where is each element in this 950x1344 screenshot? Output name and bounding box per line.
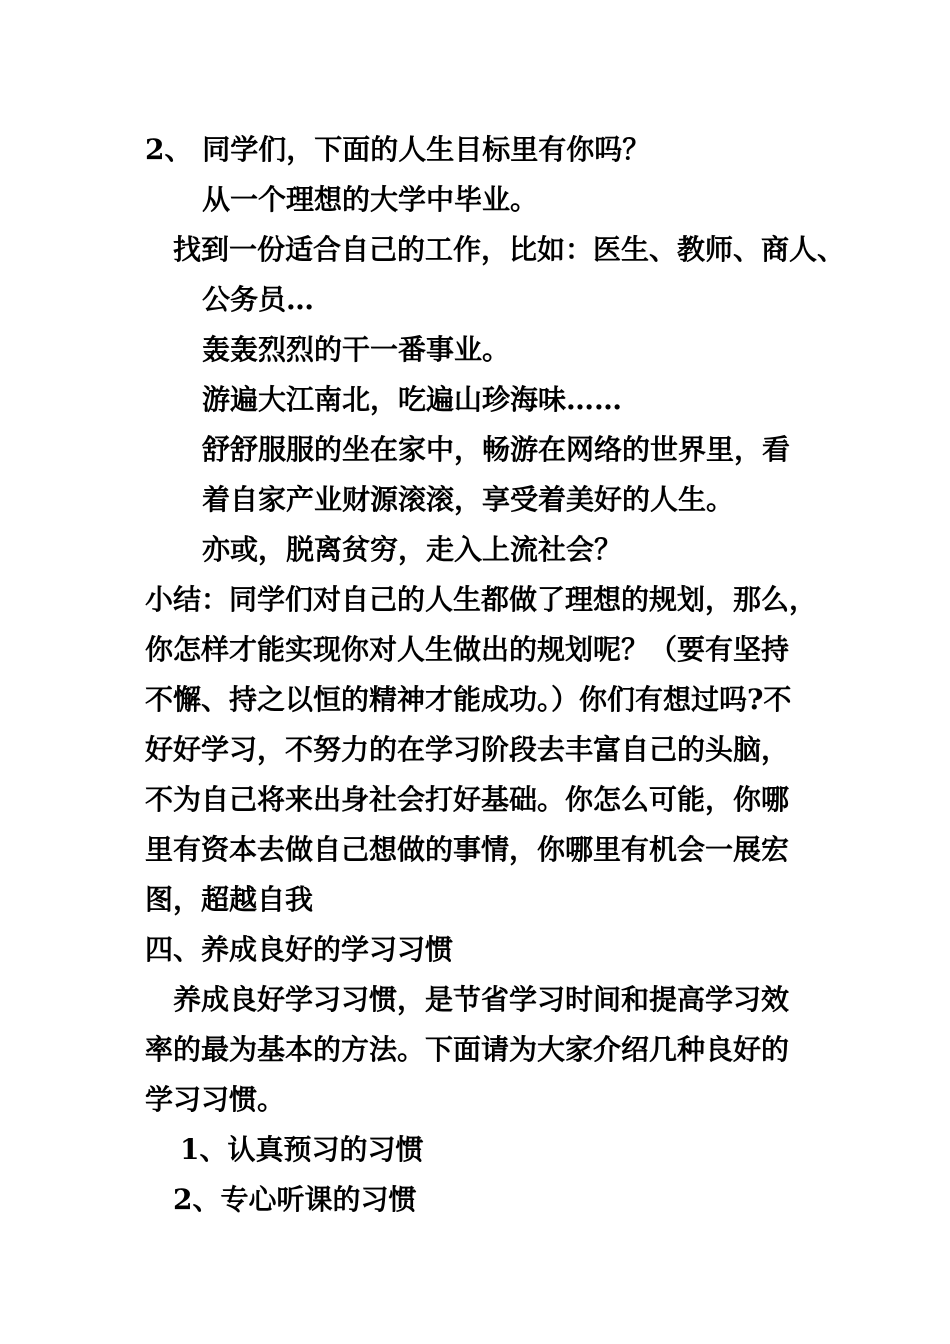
summary-line: 不懈、持之以恒的精神才能成功。）你们有想过吗?不 <box>145 683 792 716</box>
summary-line: 好好学习，不努力的在学习阶段去丰富自己的头脑， <box>145 733 790 766</box>
habit-list-item: 1、认真预习的习惯 <box>180 1133 424 1166</box>
goal-item: 亦或，脱离贫穷，走入上流社会？ <box>202 533 623 566</box>
goal-item-continued: 着自家产业财源滚滚，享受着美好的人生。 <box>202 483 735 516</box>
summary-line: 你怎样才能实现你对人生做出的规划呢？（要有坚持 <box>145 633 790 666</box>
goal-item-continued: 公务员… <box>202 283 315 316</box>
goal-item: 从一个理想的大学中毕业。 <box>202 183 539 216</box>
summary-line: 小结：同学们对自己的人生都做了理想的规划，那么， <box>145 583 818 616</box>
habits-paragraph-line: 养成良好学习习惯，是节省学习时间和提高学习效 <box>173 983 790 1016</box>
habit-list-item: 2、专心听课的习惯 <box>173 1183 417 1216</box>
section-4-heading: 四、养成良好的学习习惯 <box>145 933 454 966</box>
habits-paragraph-line: 率的最为基本的方法。下面请为大家介绍几种良好的 <box>145 1033 790 1066</box>
summary-line: 图，超越自我 <box>145 883 314 916</box>
summary-line: 里有资本去做自己想做的事情，你哪里有机会一展宏 <box>145 833 790 866</box>
goal-item: 轰轰烈烈的干一番事业。 <box>202 333 511 366</box>
goal-item: 舒舒服服的坐在家中，畅游在网络的世界里，看 <box>202 433 791 466</box>
goal-item: 找到一份适合自己的工作，比如：医生、教师、商人、 <box>173 233 846 266</box>
summary-line: 不为自己将来出身社会打好基础。你怎么可能，你哪 <box>145 783 790 816</box>
section-2-heading: 2、 同学们，下面的人生目标里有你吗？ <box>145 133 651 166</box>
goal-item: 游遍大江南北，吃遍山珍海味…… <box>202 383 623 416</box>
habits-paragraph-line: 学习习惯。 <box>145 1083 286 1116</box>
